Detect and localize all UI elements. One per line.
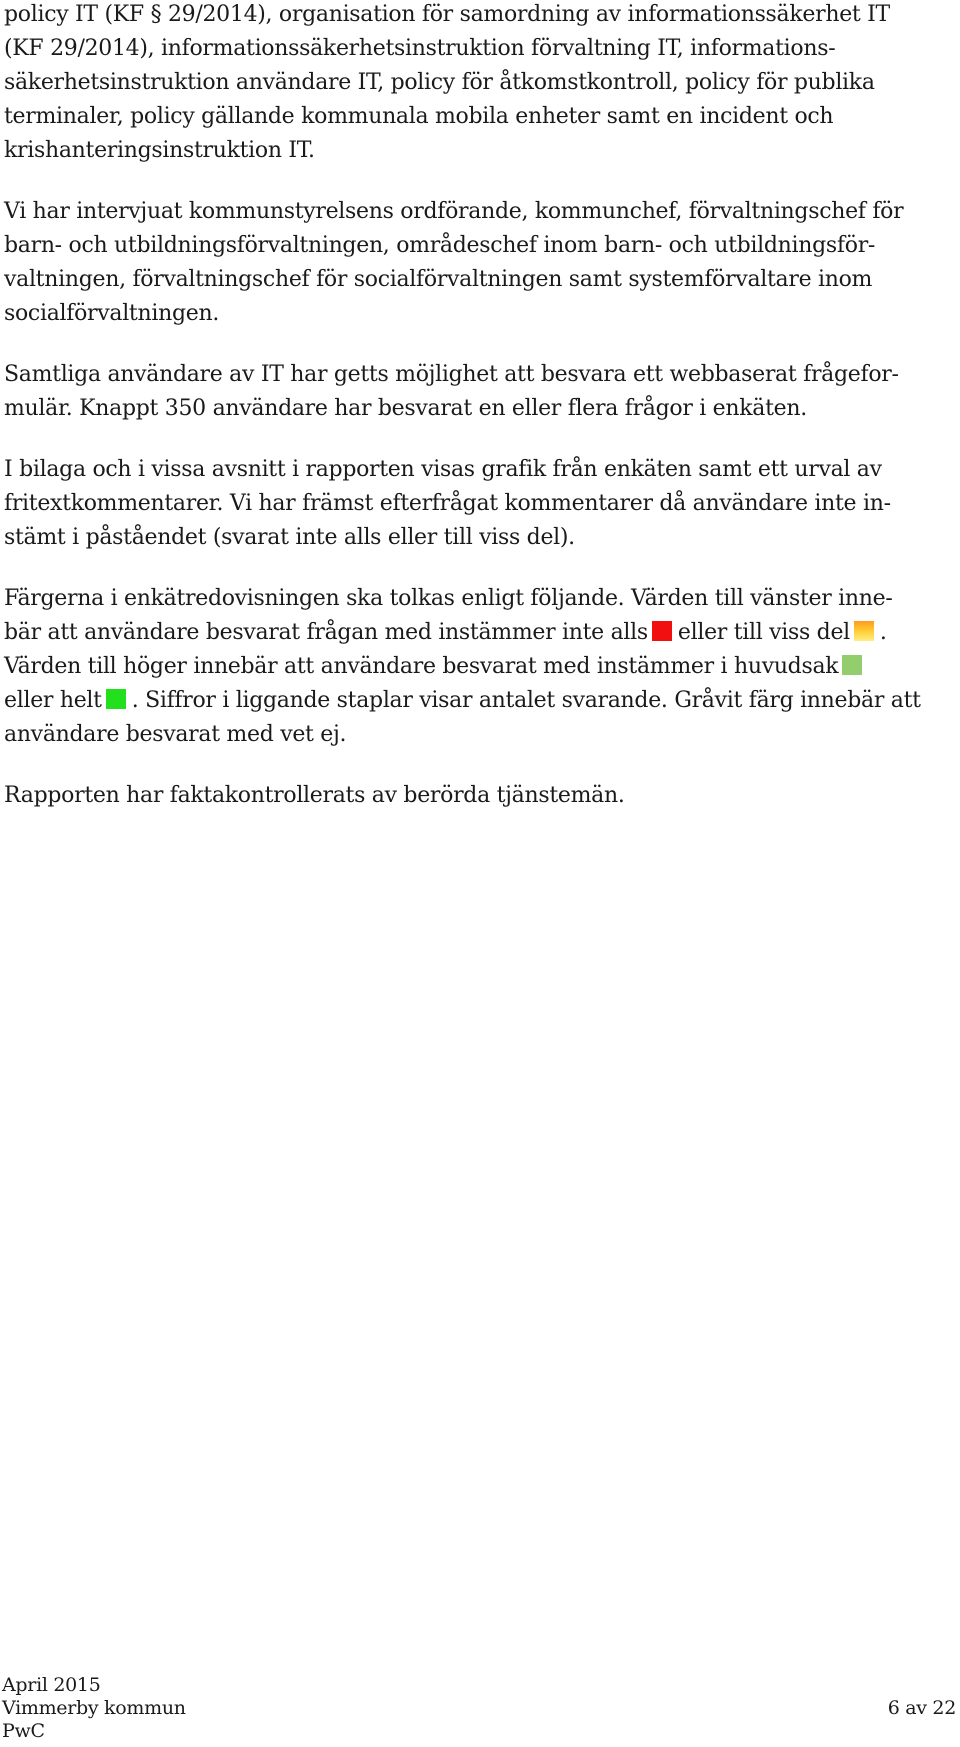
legend-text: eller till viss del: [677, 620, 850, 645]
paragraph-interviews: [4, 195, 956, 331]
paragraph-fact-check: [4, 779, 956, 813]
text-line: Färgerna i enkätredovisningen ska tolkas enligt följande. Värden till vänster inne-: [4, 586, 893, 611]
text-line: I bilaga och i vissa avsnitt i rapporten visas grafik från enkäten samt ett urval av: [4, 457, 882, 482]
text-line: policy IT (KF § 29/2014), organisation för samordning av informationssäkerhet IT: [4, 2, 890, 27]
text-line: Rapporten har faktakontrollerats av berörda tjänstemän.: [4, 783, 625, 808]
legend-swatch-helt: [106, 689, 126, 709]
footer-company-row: [2, 1720, 956, 1743]
text-line: säkerhetsinstruktion användare IT, policy för åtkomstkontroll, policy för publika: [4, 70, 875, 95]
text-line: (KF 29/2014), informationssäkerhetsinstruktion förvaltning IT, informations-: [4, 36, 836, 61]
footer-company: PwC: [2, 1720, 45, 1742]
footer-organization: Vimmerby kommun: [2, 1697, 186, 1719]
legend-text: . Siffror i liggande staplar visar antalet svarande. Gråvit färg innebär att: [131, 688, 921, 713]
page-number: 6 av 22: [887, 1697, 956, 1719]
footer-org-row: [2, 1697, 956, 1720]
paragraph-appendix: [4, 453, 956, 555]
text-line: Vi har intervjuat kommunstyrelsens ordförande, kommunchef, förvaltningschef för: [4, 199, 904, 224]
text-line: krishanteringsinstruktion IT.: [4, 138, 315, 163]
text-line: stämt i påståendet (svarat inte alls eller till viss del).: [4, 525, 575, 550]
paragraph-survey: [4, 358, 956, 426]
text-line: valtningen, förvaltningschef för socialförvaltningen samt systemförvaltare inom: [4, 267, 873, 292]
text-line: användare besvarat med vet ej.: [4, 722, 347, 747]
legend-text: Värden till höger innebär att användare besvarat med instämmer i huvudsak: [4, 654, 839, 679]
footer-date-row: [2, 1674, 956, 1697]
text-line: barn- och utbildningsförvaltningen, områdeschef inom barn- och utbildningsför-: [4, 233, 876, 258]
legend-swatch-inte-alls: [652, 621, 672, 641]
text-line: Samtliga användare av IT har getts möjlighet att besvara ett webbaserat frågefor-: [4, 362, 899, 387]
text-line: mulär. Knappt 350 användare har besvarat en eller flera frågor i enkäten.: [4, 396, 807, 421]
legend-swatch-till-viss-del: [854, 621, 874, 641]
text-line: [4, 616, 956, 650]
footer-date: April 2015: [2, 1674, 101, 1696]
text-line: terminaler, policy gällande kommunala mobila enheter samt en incident och: [4, 104, 834, 129]
legend-text: .: [879, 620, 887, 645]
text-line: [4, 650, 956, 684]
page-footer: [2, 1674, 956, 1743]
paragraph-color-legend: [4, 582, 956, 752]
text-line: socialförvaltningen.: [4, 301, 220, 326]
paragraph-policies: [4, 0, 956, 168]
text-line: fritextkommentarer. Vi har främst efterfrågat kommentarer då användare inte in-: [4, 491, 891, 516]
text-line: [4, 684, 956, 718]
legend-text: bär att användare besvarat frågan med instämmer inte alls: [4, 620, 648, 645]
document-body: [4, 0, 956, 840]
legend-text: eller helt: [4, 688, 102, 713]
legend-swatch-i-huvudsak: [842, 655, 862, 675]
